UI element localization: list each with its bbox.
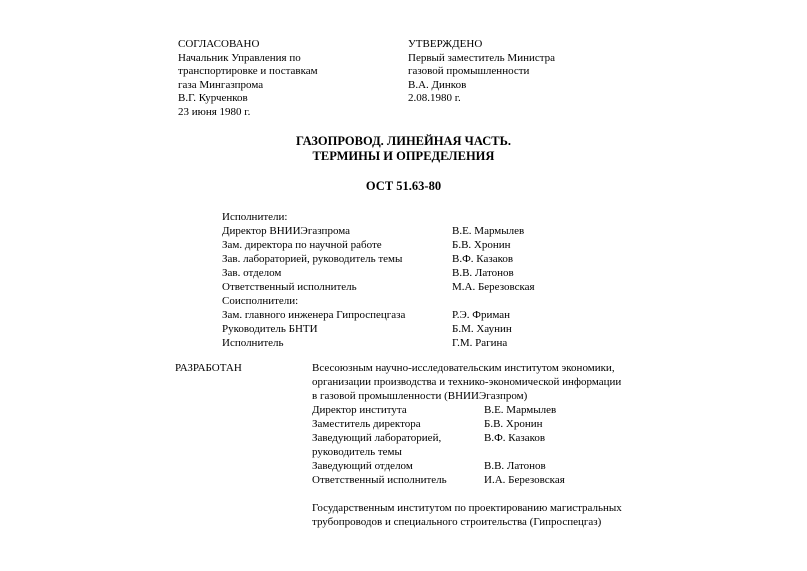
staff-role: Заместитель директора	[312, 418, 421, 430]
co-executor-role: Исполнитель	[222, 337, 284, 349]
executor-role: Директор ВНИИЭгазпрома	[222, 225, 350, 237]
executor-name: В.Ф. Казаков	[452, 253, 514, 265]
approval-left-heading: СОГЛАСОВАНО	[178, 38, 260, 50]
co-executors-heading: Соисполнители:	[222, 295, 299, 307]
staff-role: Ответственный исполнитель	[312, 474, 447, 486]
executor-role: Ответственный исполнитель	[222, 281, 357, 293]
executor-name: В.В. Латонов	[452, 267, 514, 279]
developer-org2-line: Государственным институтом по проектированию магистральных	[312, 502, 622, 514]
developer-org-line: организации производства и технико-экономической информации	[312, 376, 622, 388]
approval-left-line: Начальник Управления по	[178, 51, 301, 64]
approval-left	[178, 38, 318, 120]
approval-left-line: газа Мингазпрома	[178, 78, 264, 91]
staff-role: Заведующий лабораторией,	[312, 432, 442, 444]
approval-right-line: газовой промышленности	[408, 65, 530, 78]
approval-left-line: В.Г. Курченков	[178, 92, 248, 105]
staff-role: руководитель темы	[312, 446, 402, 458]
document-title	[0, 134, 807, 164]
developed-label: РАЗРАБОТАН	[175, 362, 242, 374]
executor-role: Зам. директора по научной работе	[222, 239, 382, 251]
approval-right-line: В.А. Динков	[408, 78, 467, 91]
co-executor-name: Г.М. Рагина	[452, 337, 508, 349]
co-executor-role: Зам. главного инженера Гипроспецгаза	[222, 309, 406, 321]
staff-role: Заведующий отделом	[312, 460, 413, 472]
approval-right	[408, 38, 555, 106]
executor-role: Зав. лабораторией, руководитель темы	[222, 253, 403, 265]
approval-left-line: 23 июня 1980 г.	[178, 105, 251, 118]
executor-name: В.Е. Мармылев	[452, 225, 525, 237]
co-executor-role: Руководитель БНТИ	[222, 323, 318, 335]
staff-name: В.Е. Мармылев	[484, 404, 557, 416]
developer-org-line: в газовой промышленности (ВНИИЭгазпром)	[312, 390, 528, 402]
approval-left-line: транспортировке и поставкам	[178, 65, 318, 78]
title-line-2: ТЕРМИНЫ И ОПРЕДЕЛЕНИЯ	[312, 149, 495, 163]
developer-org-line: Всесоюзным научно-исследовательским институтом экономики,	[312, 362, 615, 374]
staff-name: Б.В. Хронин	[484, 418, 543, 430]
title-line-1: ГАЗОПРОВОД. ЛИНЕЙНАЯ ЧАСТЬ.	[296, 134, 511, 148]
developed-block	[312, 362, 772, 532]
staff-name: И.А. Березовская	[484, 474, 565, 486]
executor-name: Б.В. Хронин	[452, 239, 511, 251]
executor-role: Зав. отделом	[222, 267, 282, 279]
co-executor-name: Б.М. Хаунин	[452, 323, 512, 335]
staff-role: Директор института	[312, 404, 407, 416]
standard-code: ОСТ 51.63-80	[365, 179, 442, 193]
co-executor-name: Р.Э. Фриман	[452, 309, 510, 321]
executor-name: М.А. Березовская	[452, 281, 535, 293]
executors-block	[222, 211, 642, 351]
staff-name: В.В. Латонов	[484, 460, 546, 472]
executors-heading: Исполнители:	[222, 211, 288, 223]
staff-name: В.Ф. Казаков	[484, 432, 546, 444]
approval-right-line: Первый заместитель Министра	[408, 51, 556, 64]
approval-right-heading: УТВЕРЖДЕНО	[408, 38, 483, 50]
developer-org2-line: трубопроводов и специального строительства (Гипроспецгаз)	[312, 516, 602, 528]
approval-right-line: 2.08.1980 г.	[408, 92, 461, 105]
